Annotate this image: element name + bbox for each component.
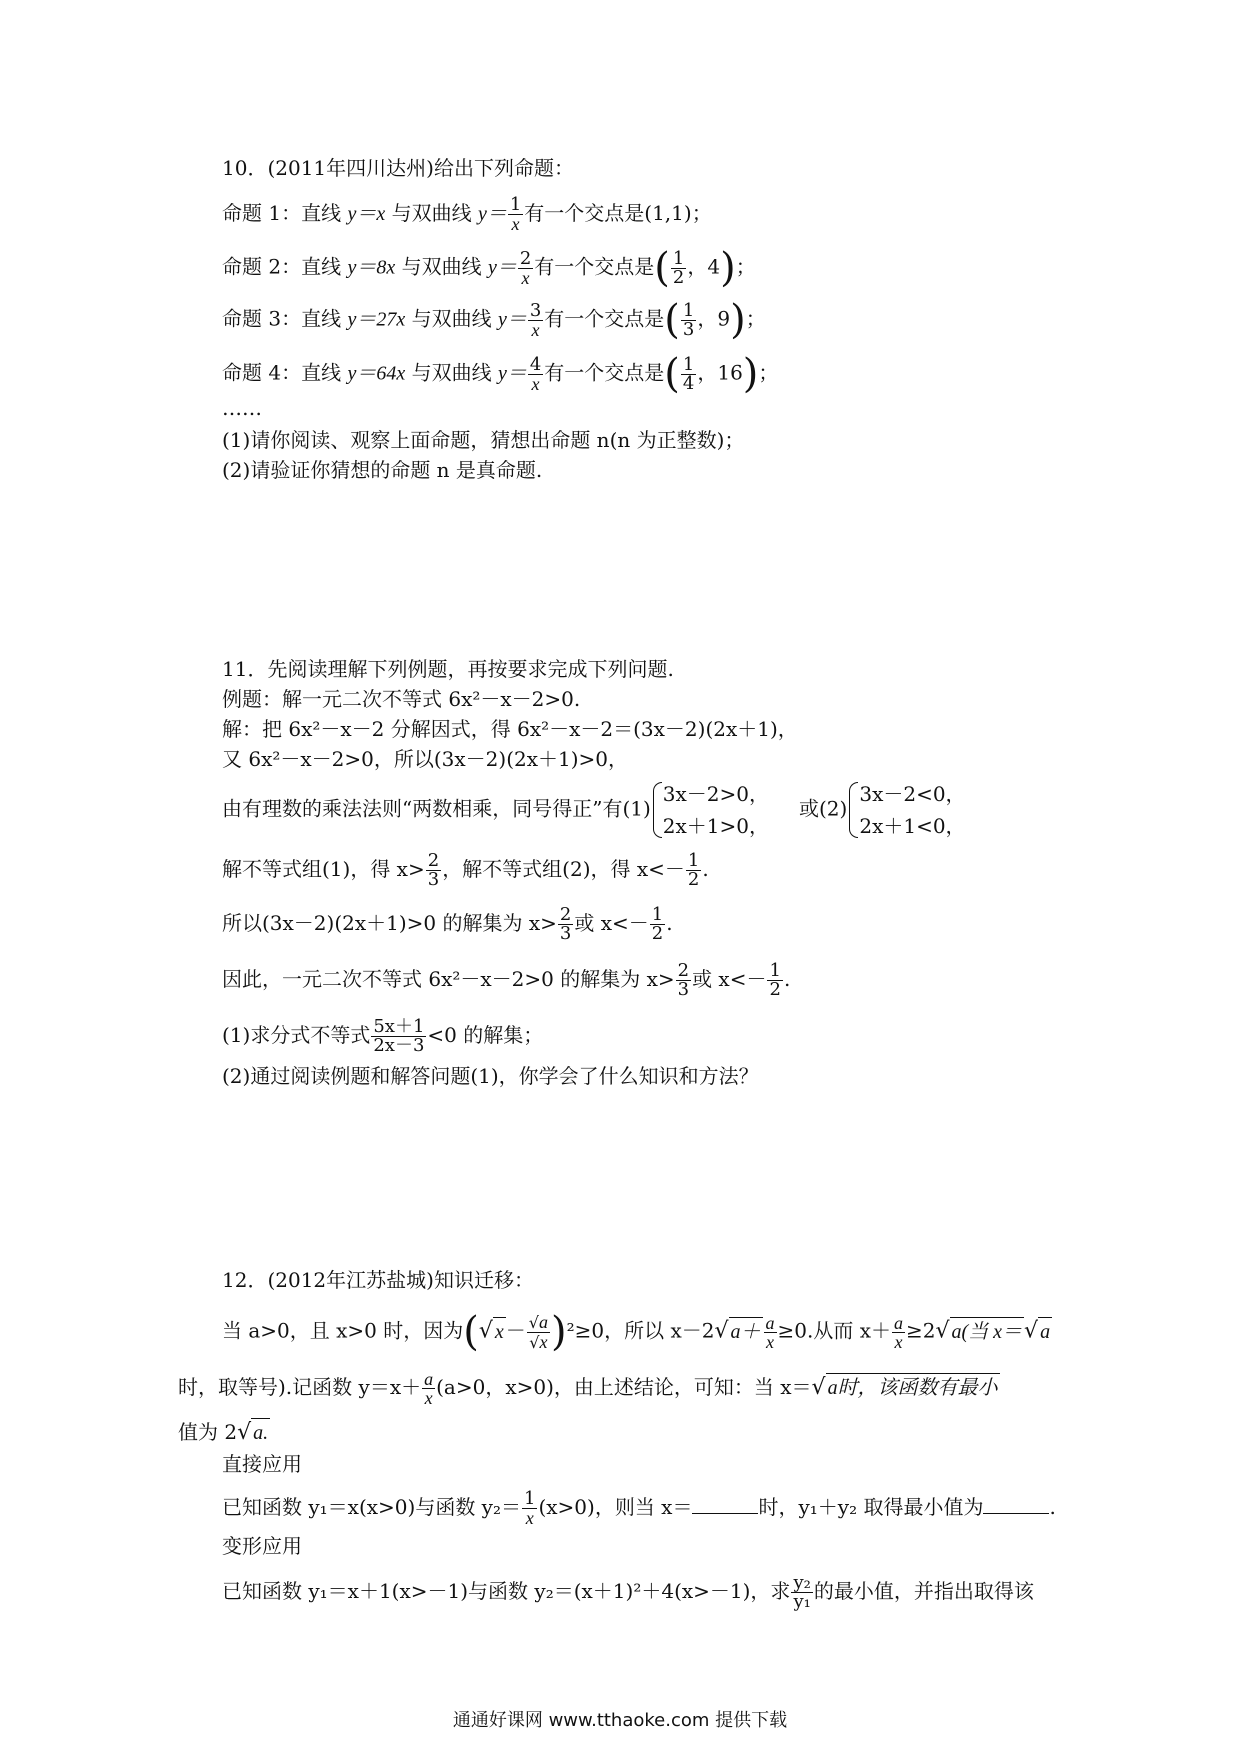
fraction: $\frac{1}{x}$ (509, 194, 522, 234)
q11-solution-2: 又 6x²－x－2>0，所以(3x－2)(2x＋1)>0， (222, 747, 629, 771)
q11-so: 所以(3x－2)(2x＋1)>0 的解集为 x> $\frac{2}{3}$ 或 x<－ $\frac{1}{2}$ . (222, 904, 673, 944)
q11-solution-1: 解：把 6x²－x－2 分解因式，得 6x²－x－2＝(3x－2)(2x＋1)， (222, 717, 798, 741)
q11-example: 例题：解一元二次不等式 6x²－x－2>0. (222, 687, 581, 711)
q11-question-2: (2)通过阅读例题和解答问题(1)，你学会了什么知识和方法？ (222, 1064, 759, 1088)
answer-blank-min (983, 1493, 1049, 1514)
fraction: $\frac{5x+1}{2x-3}$ (373, 1016, 425, 1056)
inequality-system-2: 3x－2<0， 2x＋1<0， (847, 778, 965, 842)
q11-header: 11．先阅读理解下列例题，再按要求完成下列问题. (222, 657, 674, 681)
q10-prop-3: 命题 3：直线 y＝27x 与双曲线 y＝ $\frac{3}{x}$ 有一个交点是( $\frac{1}{3}$ ，9)； (222, 297, 766, 343)
fraction: $\frac{4}{x}$ (529, 353, 542, 394)
answer-blank-x (692, 1493, 758, 1514)
fraction: $\frac{2}{x}$ (519, 247, 532, 288)
q10-ellipsis: …… (222, 396, 262, 420)
q10-prop-2: 命题 2：直线 y＝8x 与双曲线 y＝ $\frac{2}{x}$ 有一个交点是( $\frac{1}{2}$ ，4)； (222, 245, 756, 291)
fraction: $\frac{1}{3}$ (682, 299, 695, 340)
inequality-system-1: 3x－2>0， 2x＋1>0， (651, 778, 769, 842)
q11-therefore: 因此，一元二次不等式 6x²－x－2>0 的解集为 x> $\frac{2}{3}$ 或 x<－ $\frac{1}{2}$ . (222, 960, 791, 1000)
q12-header: 12．(2012年江苏盐城)知识迁移： (222, 1268, 534, 1292)
q12-direct-question: 已知函数 y₁＝x(x>0)与函数 y₂＝ $\frac{1}{x}$ (x>0)，则当 x＝ 时，y₁＋y₂ 取得最小值为 . (222, 1488, 1056, 1528)
q12-variant-heading: 变形应用 (222, 1534, 302, 1558)
page-footer: 通通好课网 www.tthaoke.com 提供下载 (452, 1710, 788, 1731)
q10-prop-4: 命题 4：直线 y＝64x 与双曲线 y＝ $\frac{4}{x}$ 有一个交点是( $\frac{1}{4}$ ，16)； (222, 351, 779, 397)
q10-prop-1: 命题 1：直线 y＝x 与双曲线 y＝ $\frac{1}{x}$ 有一个交点是(1,1)； (222, 194, 712, 234)
q11-result: 解不等式组(1)，得 x> $\frac{2}{3}$ ，解不等式组(2)，得 x<－ $\frac{1}{2}$ . (222, 850, 709, 890)
q10-header: 10．(2011年四川达州)给出下列命题： (222, 156, 574, 180)
q12-direct-heading: 直接应用 (222, 1452, 302, 1476)
q12-line-1: 当 a>0，且 x>0 时，因为(√ x － $\frac{√a}{√x}$ )²≥0，所以 x－2√ a＋ $\frac{a}{x}$ ≥0.从而 x＋ $\frac{a}{x}$ ≥2√ a(当 x＝√ a (222, 1309, 1051, 1355)
q12-line-3: 值为 2√ a. (178, 1420, 269, 1445)
q12-line-2: 时，取等号).记函数 y＝x＋ $\frac{a}{x}$ (a>0，x>0)，由上述结论，可知：当 x＝√ a时，该函数有最小 (178, 1369, 998, 1408)
fraction: $\frac{3}{x}$ (529, 299, 542, 340)
fraction: $\frac{1}{4}$ (682, 353, 695, 394)
q12-variant-question: 已知函数 y₁＝x＋1(x>－1)与函数 y₂＝(x＋1)²＋4(x>－1)，求 $\frac{\text{y₂}}{\text{y₁}}$ 的最小值，并指出取得该 (222, 1572, 1034, 1612)
q10-sub-2: (2)请验证你猜想的命题 n 是真命题. (222, 458, 543, 482)
q11-rule: 由有理数的乘法法则“两数相乘，同号得正”有(1) 3x－2>0， 2x＋1>0， 或(2) 3x－2<0， 2x＋1<0， (222, 778, 966, 842)
fraction: $\frac{1}{2}$ (672, 247, 685, 288)
q11-question-1: (1)求分式不等式 $\frac{5x+1}{2x-3}$ <0 的解集； (222, 1016, 544, 1056)
q10-sub-1: (1)请你阅读、观察上面命题，猜想出命题 n(n 为正整数)； (222, 428, 745, 452)
